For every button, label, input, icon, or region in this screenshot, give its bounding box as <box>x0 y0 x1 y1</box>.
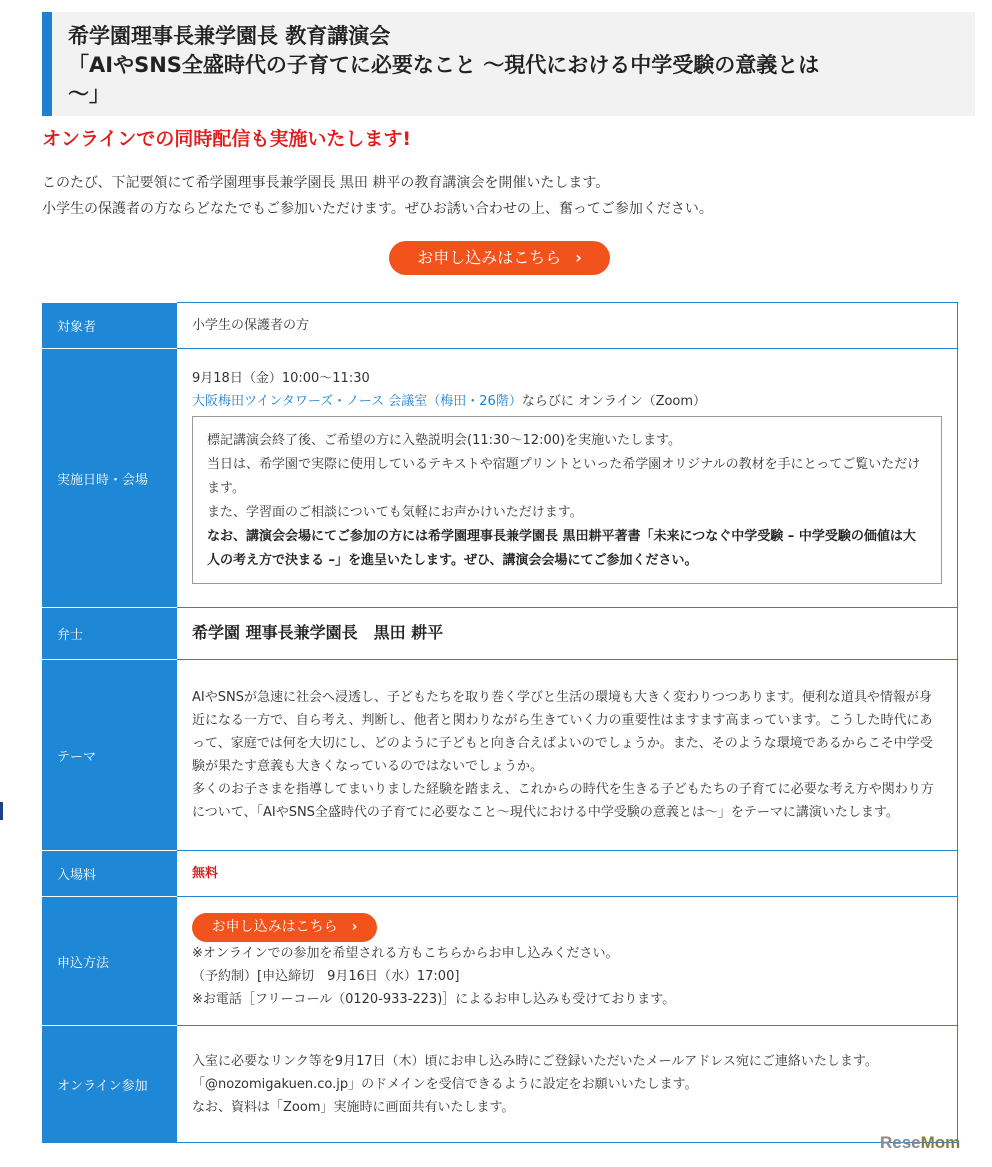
note-line: また、学習面のご相談についても気軽にお声かけいただけます。 <box>207 504 583 520</box>
event-title-box <box>42 12 975 116</box>
event-title-line3: ～」 <box>68 82 110 106</box>
row-label-speaker: 弁士 <box>42 608 177 660</box>
online-line: 入室に必要なリンク等を9月17日（木）頃にお申し込み時にご登録いただいたメールアドレス宛にご連絡いたします。 <box>192 1053 878 1069</box>
method-cell <box>177 897 958 1026</box>
event-title-line1: 希学園理事長兼学園長 教育講演会 <box>68 24 391 48</box>
datetime-cell <box>177 349 958 608</box>
row-label-theme: テーマ <box>42 660 177 851</box>
row-label-datetime: 実施日時・会場 <box>42 349 177 608</box>
book-gift-note: なお、講演会会場にてご参加の方には希学園理事長兼学園長 黒田耕平著書「未来につなぐ中学受験 – 中学受験の価値は大人の考え方で決まる –」を進呈いたします。ぜひ、講演会会場にてご参加ください。 <box>207 528 916 568</box>
event-date: 9月18日（金）10:00～11:30 <box>192 370 370 386</box>
table-row <box>42 660 958 851</box>
speaker-name: 希学園 理事長兼学園長 黒田 耕平 <box>192 623 444 642</box>
theme-cell <box>177 660 958 851</box>
method-line: ※オンラインでの参加を希望される方もこちらからお申し込みください。 <box>192 946 619 961</box>
table-row <box>42 897 958 1026</box>
chevron-right-icon: › <box>575 248 582 267</box>
online-line: なお、資料は「Zoom」実施時に画面共有いたします。 <box>192 1099 515 1115</box>
online-line: 「@nozomigakuen.co.jp」のドメインを受信できるように設定をお願いいたします。 <box>192 1076 698 1092</box>
online-cell <box>177 1026 958 1143</box>
row-label-fee: 入場料 <box>42 851 177 897</box>
method-line: ※お電話［フリーコール（0120-933-223)］によるお申し込みも受けております。 <box>192 992 676 1007</box>
theme-text-2: 多くのお子さまを指導してまいりました経験を踏まえ、これからの時代を生きる子どもたちの子育てに必要な考え方や関わり方について、「AIやSNS全盛時代の子育てに必要なこと～現代における中学受験の意義とは～」をテーマに講演いたします。 <box>192 782 934 820</box>
table-row <box>42 349 958 608</box>
apply-button[interactable] <box>389 241 610 275</box>
theme-text: AIやSNSが急速に社会へ浸透し、子どもたちを取り巻く学びと生活の環境も大きく変わりつつあります。便利な道具や情報が身近になる一方で、自ら考え、判断し、他者と関わりながら生きていく力の重要性はますます高まっています。こうした時代にあって、家庭では何を大切にし、どのように子どもと向き合えばよいのでしょうか。また、そのような環境であるからこそ中学受験が果たす意義も大きくなっているのではないでしょうか。 <box>192 690 933 774</box>
row-label-target: 対象者 <box>42 303 177 349</box>
target-value: 小学生の保護者の方 <box>177 303 958 349</box>
event-title-line2: 「AIやSNS全盛時代の子育てに必要なこと ～現代における中学受験の意義とは <box>68 53 820 77</box>
row-label-method: 申込方法 <box>42 897 177 1026</box>
fee-value: 無料 <box>192 866 219 881</box>
brand-part2: Mom <box>920 1133 961 1152</box>
table-row <box>42 608 958 660</box>
intro-line: このたび、下記要領にて希学園理事長兼学園長 黒田 耕平の教育講演会を開催いたします。 <box>42 175 610 191</box>
intro-line: 小学生の保護者の方ならどなたでもご参加いただけます。ぜひお誘い合わせの上、奮ってご参加ください。 <box>42 201 713 217</box>
table-row <box>42 851 958 897</box>
apply-button-small[interactable] <box>192 913 377 942</box>
intro-text <box>42 170 713 222</box>
table-row <box>42 1026 958 1143</box>
apply-button-label: お申し込みはこちら <box>417 248 562 267</box>
venue-rest: ならびに オンライン（Zoom） <box>521 393 707 409</box>
venue-link[interactable]: 大阪梅田ツインタワーズ・ノース 会議室（梅田・26階） <box>192 393 522 409</box>
chevron-right-icon: › <box>351 919 358 935</box>
page-edge-marker <box>0 802 3 820</box>
resemom-logo <box>880 1133 960 1153</box>
apply-button-small-label: お申し込みはこちら <box>211 919 338 935</box>
method-line: （予約制）[申込締切 9月16日（水）17:00] <box>192 969 460 984</box>
note-line: 当日は、希学園で実際に使用しているテキストや宿題プリントといった希学園オリジナルの教材を手にとってご覧いただけます。 <box>207 456 921 496</box>
row-label-online: オンライン参加 <box>42 1026 177 1143</box>
table-row <box>42 303 958 349</box>
event-venue <box>192 390 942 413</box>
event-info-table <box>42 302 958 1143</box>
brand-part1: Rese <box>880 1133 921 1152</box>
online-announcement: オンラインでの同時配信も実施いたします! <box>42 128 412 150</box>
note-line: 標記講演会終了後、ご希望の方に入塾説明会(11:30～12:00)を実施いたします。 <box>207 432 682 448</box>
info-session-note <box>192 416 942 584</box>
